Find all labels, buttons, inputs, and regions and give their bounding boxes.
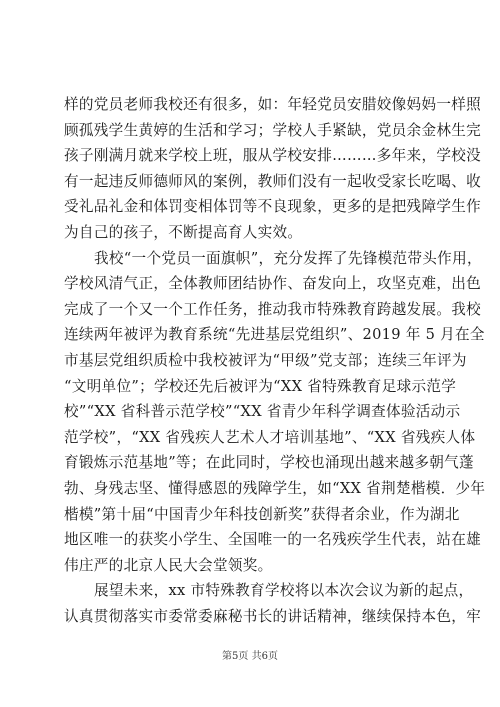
text-line: 勃、身残志坚、懂得感恩的残障学生，如“XX 省荆楚楷模．少年 bbox=[64, 479, 486, 497]
page-footer: 第5页 共6页 bbox=[222, 651, 278, 662]
text-line: 连续两年被评为教育系统“先进基层党组织”、2019 年 5 月在全 bbox=[64, 326, 485, 344]
text-line: 为自己的孩子，不断提高育人实效。 bbox=[64, 223, 303, 241]
text-line: 育锻炼示范基地”等；在此同时，学校也涌现出越来越多朝气蓬 bbox=[64, 454, 474, 472]
text-line: 有一起违反师德师风的案例，教师们没有一起收受家长吃喝、收 bbox=[64, 172, 482, 190]
text-line: 楷模”第十届“中国青少年科技创新奖”获得者余业，作为湖北 bbox=[64, 505, 460, 523]
text-line: 我校“一个党员一面旗帜”，充分发挥了先锋模范带头作用， bbox=[94, 249, 482, 267]
text-line: “文明单位”；学校还先后被评为“XX 省特殊教育足球示范学 bbox=[64, 377, 457, 395]
body-text bbox=[64, 92, 486, 629]
text-line: 顾孤残学生黄婷的生活和学习；学校人手紧缺，党员余金林生完 bbox=[64, 121, 482, 139]
text-line: 学校风清气正，全体教师团结协作、奋发向上，攻坚克难，出色 bbox=[64, 275, 482, 293]
text-line: 市基层党组织质检中我校被评为“甲级”党支部；连续三年评为 bbox=[64, 351, 467, 369]
text-line: 展望未来，xx 市特殊教育学校将以本次会议为新的起点， bbox=[94, 582, 474, 600]
text-line: 样的党员老师我校还有很多，如：年轻党员安腊姣像妈妈一样照 bbox=[64, 96, 482, 113]
text-line: 受礼品礼金和体罚变相体罚等不良现象，更多的是把残障学生作 bbox=[64, 198, 482, 216]
text-line: 地区唯一的获奖小学生、全国唯一的一名残疾学生代表，站在雄 bbox=[64, 531, 482, 549]
text-line: 伟庄严的北京人民大会堂领奖。 bbox=[64, 556, 273, 574]
text-line: 完成了一个又一个工作任务，推动我市特殊教育跨越发展。我校 bbox=[64, 300, 482, 318]
text-line: 校”“XX 省科普示范学校”“XX 省青少年科学调查体验活动示 bbox=[64, 403, 461, 421]
text-line: 范学校”，“XX 省残疾人艺术人才培训基地”、“XX 省残疾人体 bbox=[64, 428, 476, 446]
text-line: 孩子刚满月就来学校上班，服从学校安排………多年来，学校没 bbox=[64, 147, 482, 165]
text-line: 认真贯彻落实市委常委麻秘书长的讲话精神，继续保持本色，牢 bbox=[64, 607, 482, 625]
